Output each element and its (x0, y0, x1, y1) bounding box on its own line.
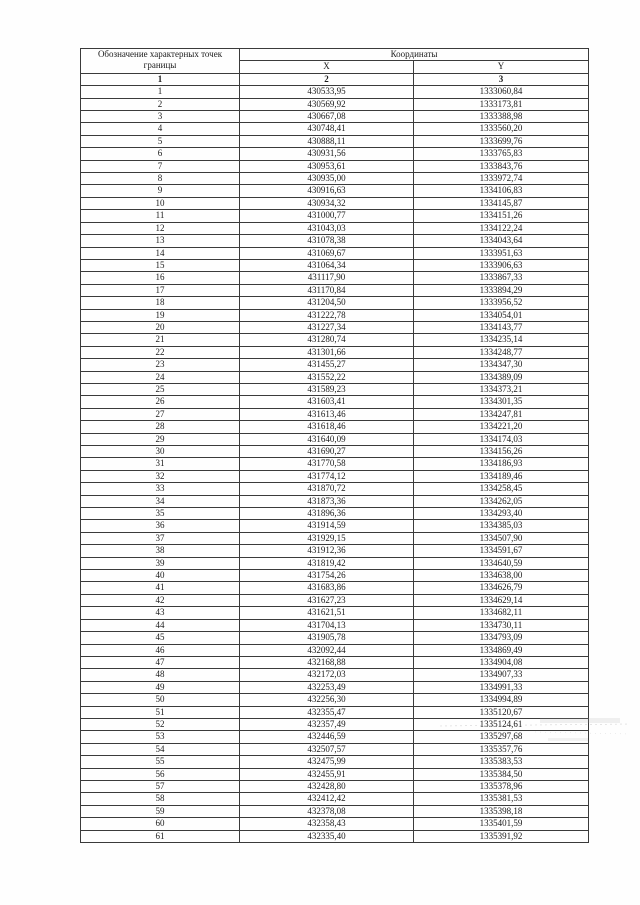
x-coordinate-cell: 431227,34 (240, 321, 414, 333)
point-number-cell: 54 (81, 743, 240, 755)
x-coordinate-cell: 432378,08 (240, 805, 414, 817)
x-coordinate-cell: 431690,27 (240, 446, 414, 458)
point-number-cell: 27 (81, 408, 240, 420)
y-coordinate-cell: 1333060,84 (414, 86, 589, 98)
point-number-cell: 50 (81, 694, 240, 706)
x-coordinate-cell: 431301,66 (240, 346, 414, 358)
table-row (81, 532, 589, 544)
table-row (81, 359, 589, 371)
y-coordinate-cell: 1334174,03 (414, 433, 589, 445)
y-header: Y (414, 61, 589, 73)
point-number-cell: 10 (81, 197, 240, 209)
table-row (81, 632, 589, 644)
y-coordinate-cell: 1334247,81 (414, 408, 589, 420)
y-coordinate-cell: 1333699,76 (414, 135, 589, 147)
table-row (81, 644, 589, 656)
x-coordinate-cell: 431627,23 (240, 594, 414, 606)
point-number-cell: 42 (81, 594, 240, 606)
x-coordinate-cell: 432357,49 (240, 718, 414, 730)
y-coordinate-cell: 1334507,90 (414, 532, 589, 544)
y-coordinate-cell: 1334385,03 (414, 520, 589, 532)
point-number-cell: 28 (81, 421, 240, 433)
table-row (81, 123, 589, 135)
point-number-cell: 7 (81, 160, 240, 172)
table-row (81, 520, 589, 532)
y-coordinate-cell: 1333956,52 (414, 297, 589, 309)
table-row (81, 483, 589, 495)
x-coordinate-cell: 432507,57 (240, 743, 414, 755)
y-coordinate-cell: 1334591,67 (414, 545, 589, 557)
x-coordinate-cell: 430934,32 (240, 197, 414, 209)
y-coordinate-cell: 1334189,46 (414, 470, 589, 482)
point-number-cell: 47 (81, 656, 240, 668)
x-coordinate-cell: 432256,30 (240, 694, 414, 706)
column-number-row (81, 73, 589, 85)
x-coordinate-cell: 430667,08 (240, 111, 414, 123)
y-coordinate-cell: 1334389,09 (414, 371, 589, 383)
y-coordinate-cell: 1334221,20 (414, 421, 589, 433)
point-number-cell: 19 (81, 309, 240, 321)
table-row (81, 446, 589, 458)
coordinates-header: Координаты (240, 49, 589, 61)
point-number-cell: 35 (81, 508, 240, 520)
point-number-cell: 8 (81, 173, 240, 185)
x-coordinate-cell: 430931,56 (240, 148, 414, 160)
table-row (81, 346, 589, 358)
point-number-cell: 15 (81, 259, 240, 271)
y-coordinate-cell: 1334106,83 (414, 185, 589, 197)
x-coordinate-cell: 431754,26 (240, 570, 414, 582)
y-coordinate-cell: 1334793,09 (414, 632, 589, 644)
table-header (81, 49, 589, 86)
x-coordinate-cell: 431640,09 (240, 433, 414, 445)
point-number-cell: 12 (81, 222, 240, 234)
y-coordinate-cell: 1333843,76 (414, 160, 589, 172)
y-coordinate-cell: 1334235,14 (414, 334, 589, 346)
point-number-cell: 40 (81, 570, 240, 582)
table-row (81, 297, 589, 309)
x-coordinate-cell: 430935,00 (240, 173, 414, 185)
column-number-2: 2 (240, 73, 414, 85)
table-row (81, 780, 589, 792)
x-coordinate-cell: 432168,88 (240, 656, 414, 668)
table-row (81, 160, 589, 172)
x-coordinate-cell: 432172,03 (240, 669, 414, 681)
table-row (81, 793, 589, 805)
table-row (81, 805, 589, 817)
table-row (81, 495, 589, 507)
y-coordinate-cell: 1334730,11 (414, 619, 589, 631)
x-coordinate-cell: 431613,46 (240, 408, 414, 420)
point-number-cell: 39 (81, 557, 240, 569)
point-number-cell: 37 (81, 532, 240, 544)
y-coordinate-cell: 1333173,81 (414, 98, 589, 110)
y-coordinate-cell: 1334122,24 (414, 222, 589, 234)
point-number-cell: 30 (81, 446, 240, 458)
point-number-cell: 23 (81, 359, 240, 371)
table-row (81, 111, 589, 123)
table-row (81, 309, 589, 321)
point-number-cell: 6 (81, 148, 240, 160)
x-coordinate-cell: 431912,36 (240, 545, 414, 557)
x-coordinate-cell: 432412,42 (240, 793, 414, 805)
table-row (81, 508, 589, 520)
table-row (81, 433, 589, 445)
x-coordinate-cell: 431618,46 (240, 421, 414, 433)
x-coordinate-cell: 432253,49 (240, 681, 414, 693)
table-row (81, 396, 589, 408)
x-coordinate-cell: 431117,90 (240, 272, 414, 284)
table-row (81, 656, 589, 668)
y-coordinate-cell: 1334248,77 (414, 346, 589, 358)
x-coordinate-cell: 431896,36 (240, 508, 414, 520)
y-coordinate-cell: 1334262,05 (414, 495, 589, 507)
x-coordinate-cell: 432092,44 (240, 644, 414, 656)
y-coordinate-cell: 1334145,87 (414, 197, 589, 209)
y-coordinate-cell: 1334143,77 (414, 321, 589, 333)
x-coordinate-cell: 431621,51 (240, 607, 414, 619)
point-number-cell: 25 (81, 383, 240, 395)
column-number-3: 3 (414, 73, 589, 85)
table-row (81, 173, 589, 185)
y-coordinate-cell: 1333560,20 (414, 123, 589, 135)
y-coordinate-cell: 1333388,98 (414, 111, 589, 123)
table-row (81, 718, 589, 730)
x-coordinate-cell: 431078,38 (240, 235, 414, 247)
table-row (81, 458, 589, 470)
table-row (81, 582, 589, 594)
x-coordinate-cell: 431914,59 (240, 520, 414, 532)
y-coordinate-cell: 1335120,67 (414, 706, 589, 718)
point-number-cell: 32 (81, 470, 240, 482)
point-number-cell: 49 (81, 681, 240, 693)
point-number-cell: 45 (81, 632, 240, 644)
table-row (81, 259, 589, 271)
x-coordinate-cell: 430748,41 (240, 123, 414, 135)
x-coordinate-cell: 430533,95 (240, 86, 414, 98)
point-number-cell: 36 (81, 520, 240, 532)
y-coordinate-cell: 1335401,59 (414, 818, 589, 830)
point-number-cell: 11 (81, 210, 240, 222)
x-coordinate-cell: 431280,74 (240, 334, 414, 346)
y-coordinate-cell: 1334156,26 (414, 446, 589, 458)
table-row (81, 421, 589, 433)
table-row (81, 619, 589, 631)
point-number-cell: 24 (81, 371, 240, 383)
table-row (81, 756, 589, 768)
x-coordinate-cell: 431905,78 (240, 632, 414, 644)
table-row (81, 594, 589, 606)
y-coordinate-cell: 1334640,59 (414, 557, 589, 569)
coordinates-table (80, 48, 589, 843)
table-row (81, 185, 589, 197)
point-number-cell: 46 (81, 644, 240, 656)
point-number-cell: 14 (81, 247, 240, 259)
y-coordinate-cell: 1335124,61 (414, 718, 589, 730)
y-coordinate-cell: 1334043,64 (414, 235, 589, 247)
x-coordinate-cell: 431870,72 (240, 483, 414, 495)
point-number-cell: 2 (81, 98, 240, 110)
x-coordinate-cell: 431170,84 (240, 284, 414, 296)
y-coordinate-cell: 1333867,33 (414, 272, 589, 284)
point-number-cell: 43 (81, 607, 240, 619)
y-coordinate-cell: 1333765,83 (414, 148, 589, 160)
table-row (81, 694, 589, 706)
table-row (81, 830, 589, 842)
table-body (81, 86, 589, 843)
point-number-cell: 61 (81, 830, 240, 842)
point-number-cell: 60 (81, 818, 240, 830)
x-header: X (240, 61, 414, 73)
point-number-cell: 22 (81, 346, 240, 358)
x-coordinate-cell: 431603,41 (240, 396, 414, 408)
y-coordinate-cell: 1335383,53 (414, 756, 589, 768)
point-number-cell: 16 (81, 272, 240, 284)
point-number-cell: 51 (81, 706, 240, 718)
point-number-cell: 58 (81, 793, 240, 805)
y-coordinate-cell: 1333894,29 (414, 284, 589, 296)
x-coordinate-cell: 432335,40 (240, 830, 414, 842)
point-number-cell: 52 (81, 718, 240, 730)
point-number-cell: 53 (81, 731, 240, 743)
table-row (81, 321, 589, 333)
point-number-cell: 18 (81, 297, 240, 309)
point-designation-header: Обозначение характерных точек границы (81, 49, 240, 74)
y-coordinate-cell: 1334629,14 (414, 594, 589, 606)
point-number-cell: 29 (81, 433, 240, 445)
table-row (81, 731, 589, 743)
x-coordinate-cell: 432455,91 (240, 768, 414, 780)
y-coordinate-cell: 1334373,21 (414, 383, 589, 395)
y-coordinate-cell: 1334907,33 (414, 669, 589, 681)
point-number-cell: 59 (81, 805, 240, 817)
point-number-cell: 3 (81, 111, 240, 123)
point-number-cell: 55 (81, 756, 240, 768)
table-row (81, 197, 589, 209)
point-number-cell: 31 (81, 458, 240, 470)
x-coordinate-cell: 431222,78 (240, 309, 414, 321)
y-coordinate-cell: 1335384,50 (414, 768, 589, 780)
table-row (81, 570, 589, 582)
y-coordinate-cell: 1335297,68 (414, 731, 589, 743)
y-coordinate-cell: 1335398,18 (414, 805, 589, 817)
table-row (81, 222, 589, 234)
y-coordinate-cell: 1334994,89 (414, 694, 589, 706)
y-coordinate-cell: 1334904,08 (414, 656, 589, 668)
table-row (81, 235, 589, 247)
x-coordinate-cell: 431929,15 (240, 532, 414, 544)
point-number-cell: 4 (81, 123, 240, 135)
x-coordinate-cell: 432428,80 (240, 780, 414, 792)
table-row (81, 284, 589, 296)
x-coordinate-cell: 432475,99 (240, 756, 414, 768)
y-coordinate-cell: 1334991,33 (414, 681, 589, 693)
table-row (81, 98, 589, 110)
x-coordinate-cell: 432358,43 (240, 818, 414, 830)
x-coordinate-cell: 431589,23 (240, 383, 414, 395)
x-coordinate-cell: 430569,92 (240, 98, 414, 110)
x-coordinate-cell: 432446,59 (240, 731, 414, 743)
column-number-1: 1 (81, 73, 240, 85)
x-coordinate-cell: 432355,47 (240, 706, 414, 718)
x-coordinate-cell: 431000,77 (240, 210, 414, 222)
point-number-cell: 21 (81, 334, 240, 346)
x-coordinate-cell: 431455,27 (240, 359, 414, 371)
x-coordinate-cell: 431704,13 (240, 619, 414, 631)
point-number-cell: 56 (81, 768, 240, 780)
x-coordinate-cell: 430916,63 (240, 185, 414, 197)
y-coordinate-cell: 1334186,93 (414, 458, 589, 470)
y-coordinate-cell: 1334301,35 (414, 396, 589, 408)
point-number-cell: 33 (81, 483, 240, 495)
point-number-cell: 9 (81, 185, 240, 197)
y-coordinate-cell: 1333972,74 (414, 173, 589, 185)
x-coordinate-cell: 431873,36 (240, 495, 414, 507)
table-row (81, 743, 589, 755)
x-coordinate-cell: 430888,11 (240, 135, 414, 147)
table-row (81, 272, 589, 284)
y-coordinate-cell: 1334293,40 (414, 508, 589, 520)
point-number-cell: 20 (81, 321, 240, 333)
x-coordinate-cell: 431204,50 (240, 297, 414, 309)
point-number-cell: 13 (81, 235, 240, 247)
point-number-cell: 26 (81, 396, 240, 408)
y-coordinate-cell: 1334258,45 (414, 483, 589, 495)
table-row (81, 135, 589, 147)
table-row (81, 408, 589, 420)
table-row (81, 247, 589, 259)
table-row (81, 383, 589, 395)
x-coordinate-cell: 431774,12 (240, 470, 414, 482)
x-coordinate-cell: 431043,03 (240, 222, 414, 234)
table-row (81, 371, 589, 383)
x-coordinate-cell: 431683,86 (240, 582, 414, 594)
table-row (81, 334, 589, 346)
point-number-cell: 5 (81, 135, 240, 147)
x-coordinate-cell: 431770,58 (240, 458, 414, 470)
table-row (81, 86, 589, 98)
point-number-cell: 57 (81, 780, 240, 792)
table-row (81, 470, 589, 482)
y-coordinate-cell: 1334626,79 (414, 582, 589, 594)
point-number-cell: 41 (81, 582, 240, 594)
point-number-cell: 38 (81, 545, 240, 557)
table-row (81, 210, 589, 222)
x-coordinate-cell: 430953,61 (240, 160, 414, 172)
table-row (81, 607, 589, 619)
table-row (81, 545, 589, 557)
y-coordinate-cell: 1335391,92 (414, 830, 589, 842)
table-row (81, 706, 589, 718)
point-number-cell: 1 (81, 86, 240, 98)
table-row (81, 768, 589, 780)
y-coordinate-cell: 1335381,53 (414, 793, 589, 805)
y-coordinate-cell: 1334347,30 (414, 359, 589, 371)
y-coordinate-cell: 1334151,26 (414, 210, 589, 222)
table-row (81, 669, 589, 681)
y-coordinate-cell: 1334638,00 (414, 570, 589, 582)
y-coordinate-cell: 1334869,49 (414, 644, 589, 656)
point-number-cell: 48 (81, 669, 240, 681)
x-coordinate-cell: 431064,34 (240, 259, 414, 271)
x-coordinate-cell: 431552,22 (240, 371, 414, 383)
x-coordinate-cell: 431069,67 (240, 247, 414, 259)
y-coordinate-cell: 1335378,96 (414, 780, 589, 792)
y-coordinate-cell: 1334054,01 (414, 309, 589, 321)
table-row (81, 557, 589, 569)
y-coordinate-cell: 1333906,63 (414, 259, 589, 271)
table-row (81, 818, 589, 830)
point-number-cell: 34 (81, 495, 240, 507)
point-number-cell: 17 (81, 284, 240, 296)
y-coordinate-cell: 1334682,11 (414, 607, 589, 619)
x-coordinate-cell: 431819,42 (240, 557, 414, 569)
y-coordinate-cell: 1333951,63 (414, 247, 589, 259)
table-row (81, 681, 589, 693)
point-number-cell: 44 (81, 619, 240, 631)
table-row (81, 148, 589, 160)
y-coordinate-cell: 1335357,76 (414, 743, 589, 755)
